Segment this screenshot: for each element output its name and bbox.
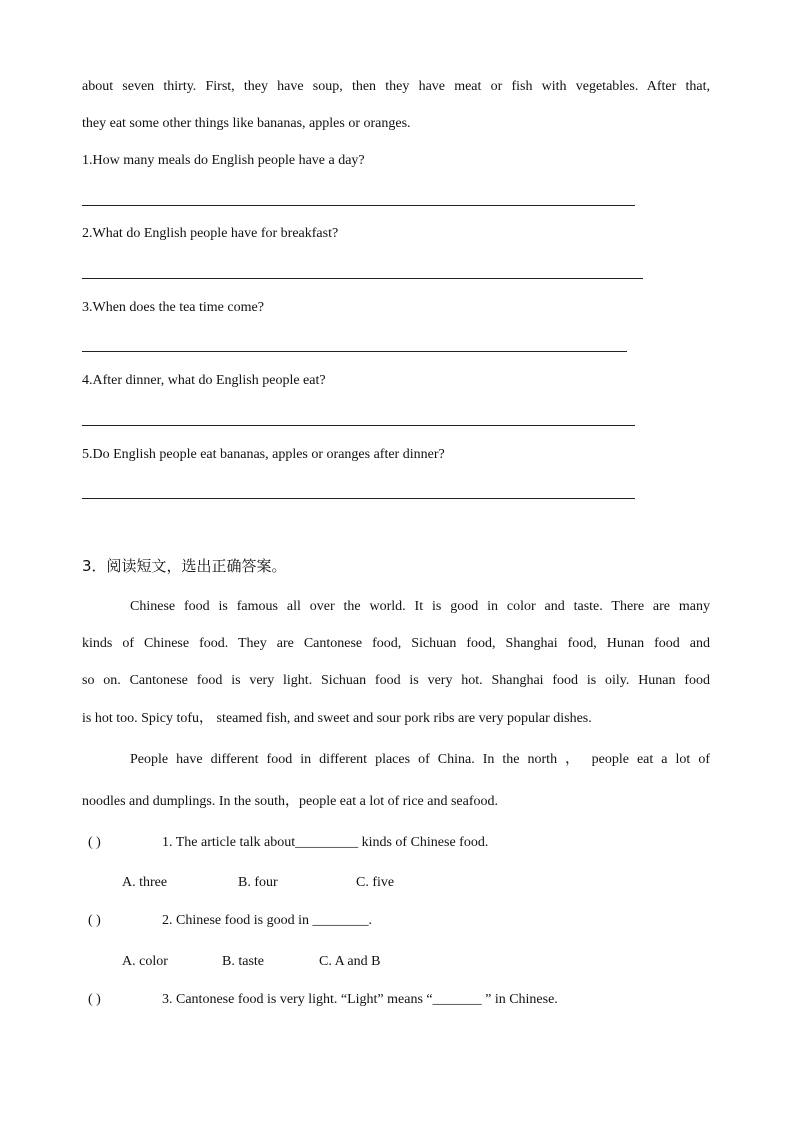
paragraph-line: Chinese food is famous all over the world. It is good in color and taste. There are many bbox=[130, 599, 710, 614]
answer-blank[interactable]: ( ) bbox=[88, 913, 101, 928]
paragraph-line: is hot too. Spicy tofu， steamed fish, and sweet and sour pork ribs are very popular dishes. bbox=[82, 711, 592, 726]
mcq-option[interactable]: C. five bbox=[356, 875, 395, 890]
answer-line-5[interactable] bbox=[82, 498, 635, 499]
answer-blank[interactable]: ( ) bbox=[88, 835, 101, 850]
section-title: 3．阅读短文，选出正确答案。 bbox=[82, 557, 287, 575]
mcq-stem: 2. Chinese food is good in ________. bbox=[162, 913, 372, 928]
question-4: 4.After dinner, what do English people eat? bbox=[82, 373, 326, 388]
mcq-stem: 1. The article talk about_________ kinds of Chinese food. bbox=[162, 835, 489, 850]
paragraph-line: so on. Cantonese food is very light. Sichuan food is very hot. Shanghai food is oily. Hunan food bbox=[82, 673, 710, 688]
question-3: 3.When does the tea time come? bbox=[82, 300, 264, 315]
mcq-option[interactable]: A. three bbox=[122, 875, 168, 890]
mcq-option[interactable]: A. color bbox=[122, 954, 168, 969]
answer-line-3[interactable] bbox=[82, 351, 627, 352]
mcq-option[interactable]: B. taste bbox=[222, 954, 264, 969]
mcq-option[interactable]: C. A and B bbox=[319, 954, 381, 969]
answer-blank[interactable]: ( ) bbox=[88, 992, 101, 1007]
question-5: 5.Do English people eat bananas, apples or oranges after dinner? bbox=[82, 447, 445, 462]
passage-line: they eat some other things like bananas, apples or oranges. bbox=[82, 116, 411, 131]
paragraph-line: noodles and dumplings. In the south，people eat a lot of rice and seafood. bbox=[82, 794, 499, 809]
answer-line-4[interactable] bbox=[82, 425, 635, 426]
mcq-stem: 3. Cantonese food is very light. “Light” means “_______ ” in Chinese. bbox=[162, 992, 558, 1007]
paragraph-line: kinds of Chinese food. They are Cantonese food, Sichuan food, Shanghai food, Hunan food and bbox=[82, 636, 710, 651]
answer-line-2[interactable] bbox=[82, 278, 643, 279]
question-2: 2.What do English people have for breakfast? bbox=[82, 226, 339, 241]
mcq-option[interactable]: B. four bbox=[238, 875, 278, 890]
answer-line-1[interactable] bbox=[82, 205, 635, 206]
passage-line: about seven thirty. First, they have soup, then they have meat or fish with vegetables. After that, bbox=[82, 79, 710, 94]
question-1: 1.How many meals do English people have a day? bbox=[82, 153, 365, 168]
paragraph-line: People have different food in different places of China. In the north ， people eat a lot of bbox=[130, 752, 710, 767]
